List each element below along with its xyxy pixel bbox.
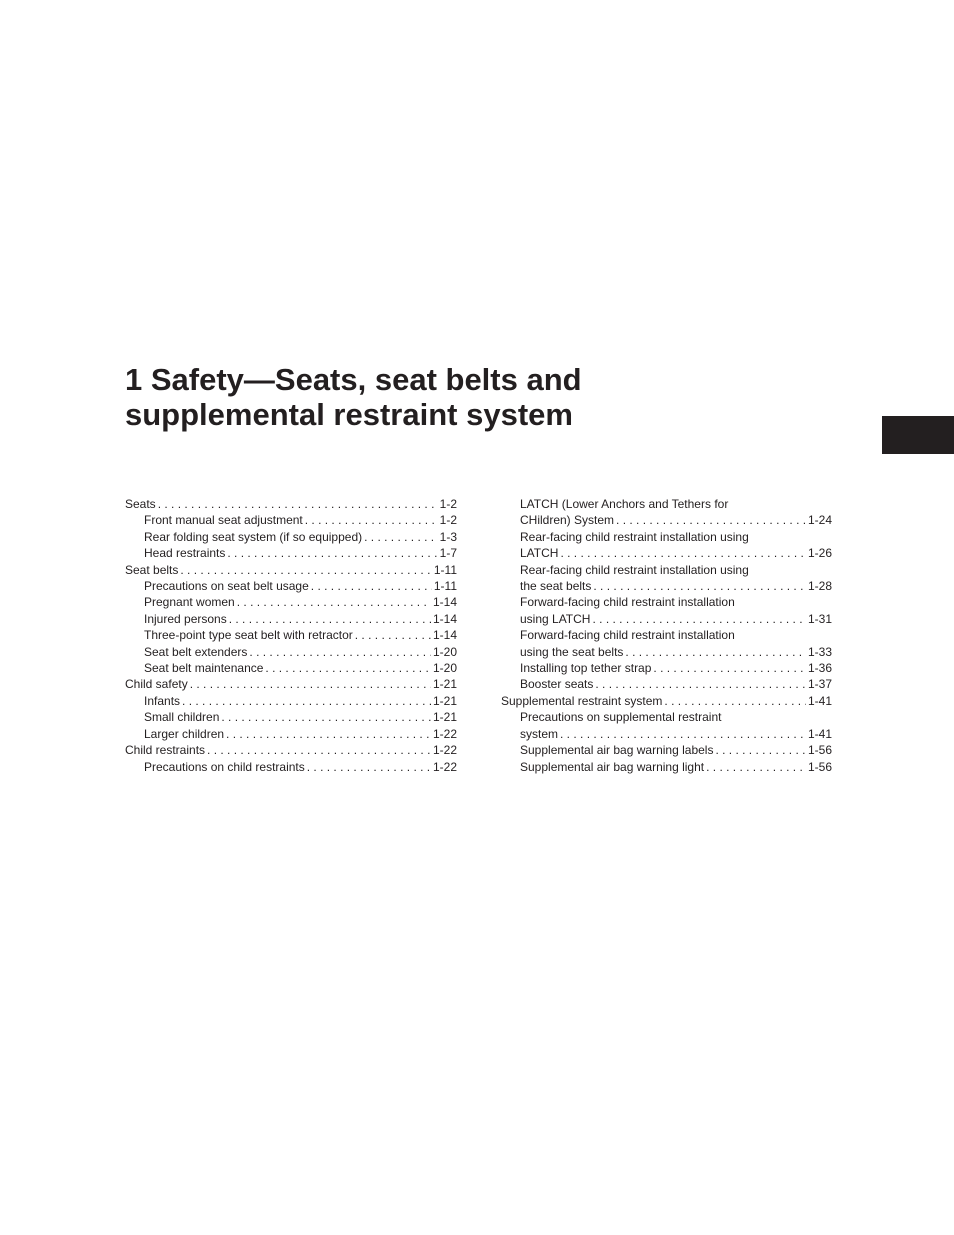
toc-entry-page-number: 1-28 (807, 579, 832, 594)
toc-entry-page-number: 1-36 (807, 661, 832, 676)
toc-entry-row[interactable] (501, 726, 832, 742)
chapter-title-line-1: 1 Safety—Seats, seat belts and (125, 362, 582, 397)
toc-entry-first-line: Forward-facing child restraint installation (520, 595, 735, 610)
toc-entry-row[interactable] (125, 578, 457, 594)
toc-entry-page-number: 1-2 (439, 513, 457, 528)
toc-entry-row[interactable] (125, 726, 457, 742)
dot-leader (653, 660, 806, 676)
chapter-title-line-2: supplemental restraint system (125, 397, 573, 432)
toc-entry-row[interactable] (125, 512, 457, 528)
toc-entry-head-restraints[interactable] (125, 545, 457, 561)
toc-right-column (501, 496, 832, 775)
toc-entry-label: Pregnant women (144, 595, 235, 610)
toc-entry-page-number: 1-21 (432, 677, 457, 692)
dot-leader (190, 676, 431, 692)
dot-leader (182, 693, 431, 709)
toc-entry-page-number: 1-14 (432, 595, 457, 610)
toc-entry-row[interactable] (501, 759, 832, 775)
dot-leader (593, 578, 806, 594)
dot-leader (227, 545, 437, 561)
dot-leader (237, 594, 431, 610)
dot-leader (592, 611, 805, 627)
dot-leader (221, 709, 431, 725)
toc-entry-row[interactable] (501, 676, 832, 692)
toc-entry-precautions-on-child-restraints[interactable] (125, 759, 457, 775)
toc-entry-label: Booster seats (520, 677, 594, 692)
toc-entry-page-number: 1-22 (432, 726, 457, 741)
toc-entry-first-line: LATCH (Lower Anchors and Tethers for (520, 497, 729, 511)
toc-entry-child-restraints[interactable] (125, 742, 457, 758)
toc-entry-page-number: 1-22 (432, 743, 457, 758)
toc-entry-page-number: 1-37 (807, 677, 832, 692)
toc-entry-label: Precautions on seat belt usage (144, 579, 309, 594)
dot-leader (560, 545, 806, 561)
toc-entry-supplemental-air-bag-warning-light[interactable] (501, 759, 832, 775)
toc-entry-label: LATCH (520, 546, 559, 561)
toc-entry-row[interactable] (125, 644, 457, 660)
dot-leader (249, 644, 431, 660)
toc-entry-row[interactable] (125, 660, 457, 676)
toc-entry-row[interactable] (125, 742, 457, 758)
toc-entry-page-number: 1-33 (807, 644, 832, 659)
toc-entry-row[interactable] (125, 759, 457, 775)
toc-entry-page-number: 1-41 (807, 726, 832, 741)
toc-entry-child-safety[interactable] (125, 676, 457, 692)
toc-entry-seat-belt-extenders[interactable] (125, 644, 457, 660)
dot-leader (664, 693, 806, 709)
dot-leader (229, 611, 431, 627)
dot-leader (595, 676, 806, 692)
toc-entry-children-system[interactable] (501, 496, 832, 529)
toc-entry-three-point-type-seat-belt-with-retractor[interactable] (125, 627, 457, 643)
toc-entry-page-number: 1-41 (807, 693, 832, 708)
toc-entry-row[interactable] (125, 529, 457, 545)
toc-entry-using-the-seat-belts[interactable] (501, 627, 832, 660)
toc-entry-page-number: 1-14 (432, 611, 457, 626)
toc-entry-installing-top-tether-strap[interactable] (501, 660, 832, 676)
dot-leader (616, 512, 806, 528)
toc-entry-label: using the seat belts (520, 644, 624, 659)
toc-entry-page-number: 1-7 (439, 546, 457, 561)
toc-entry-label: Seat belt maintenance (144, 661, 264, 676)
toc-entry-larger-children[interactable] (125, 726, 457, 742)
toc-entry-row[interactable] (501, 644, 832, 660)
toc-entry-label: Infants (144, 693, 181, 708)
toc-entry-row[interactable] (501, 660, 832, 676)
toc-entry-page-number: 1-56 (807, 759, 832, 774)
toc-entry-label: system (520, 726, 559, 741)
toc-entry-page-number: 1-21 (432, 693, 457, 708)
toc-entry-page-number: 1-24 (807, 513, 832, 528)
toc-entry-row[interactable] (125, 676, 457, 692)
toc-entry-page-number: 1-56 (807, 743, 832, 758)
dot-leader (706, 759, 806, 775)
toc-entry-the-seat-belts[interactable] (501, 562, 832, 595)
chapter-thumb-tab (882, 416, 954, 454)
toc-entry-row[interactable] (125, 562, 457, 578)
dot-leader (226, 726, 431, 742)
dot-leader (265, 660, 431, 676)
toc-entry-row[interactable] (501, 545, 832, 561)
toc-entry-row[interactable] (501, 611, 832, 627)
toc-entry-supplemental-air-bag-warning-labels[interactable] (501, 742, 832, 758)
toc-entry-infants[interactable] (125, 693, 457, 709)
toc-entry-page-number: 1-22 (432, 759, 457, 774)
toc-entry-first-line: Precautions on supplemental restraint (520, 710, 722, 725)
toc-entry-page-number: 1-11 (433, 562, 457, 577)
toc-entry-label: Child restraints (125, 743, 206, 758)
toc-entry-system[interactable] (501, 709, 832, 742)
toc-entry-page-number: 1-20 (432, 644, 457, 659)
toc-entry-label: Rear folding seat system (if so equipped) (144, 529, 363, 544)
toc-entry-first-line: Rear-facing child restraint installation using (520, 562, 749, 577)
toc-entry-page-number: 1-14 (432, 628, 457, 643)
toc-entry-label: Supplemental restraint system (501, 693, 663, 708)
dot-leader (307, 759, 431, 775)
toc-entry-injured-persons[interactable] (125, 611, 457, 627)
toc-entry-label: Installing top tether strap (520, 661, 652, 676)
toc-entry-row[interactable] (125, 693, 457, 709)
toc-entry-label: Seat belts (125, 562, 179, 577)
toc-entry-label: Supplemental air bag warning labels (520, 743, 714, 758)
dot-leader (305, 512, 438, 528)
toc-entry-page-number: 1-3 (439, 529, 457, 544)
toc-entry-row[interactable] (125, 545, 457, 561)
dot-leader (158, 496, 438, 512)
toc-entry-row[interactable] (125, 594, 457, 610)
toc-entry-precautions-on-seat-belt-usage[interactable] (125, 578, 457, 594)
toc-entry-seat-belt-maintenance[interactable] (125, 660, 457, 676)
dot-leader (355, 627, 431, 643)
toc-entry-label: Larger children (144, 726, 225, 741)
dot-leader (625, 644, 806, 660)
toc-entry-pregnant-women[interactable] (125, 594, 457, 610)
dot-leader (311, 578, 432, 594)
toc-entry-label: Supplemental air bag warning light (520, 759, 705, 774)
toc-entry-latch[interactable] (501, 529, 832, 562)
toc-entry-first-line: Forward-facing child restraint installation (520, 628, 735, 643)
toc-entry-row[interactable] (125, 627, 457, 643)
toc-entry-label: Child safety (125, 677, 188, 692)
toc-entry-row[interactable] (501, 693, 832, 709)
toc-entry-page-number: 1-11 (433, 579, 457, 594)
toc-entry-label: CHildren) System (520, 513, 615, 528)
toc-entry-label: Injured persons (144, 611, 227, 626)
dot-leader (180, 562, 431, 578)
toc-entry-row[interactable] (501, 578, 832, 594)
dot-leader (207, 742, 431, 758)
toc-entry-front-manual-seat-adjustment[interactable] (125, 512, 457, 528)
toc-entry-row[interactable] (125, 709, 457, 725)
dot-leader (364, 529, 438, 545)
dot-leader (560, 726, 806, 742)
toc-entry-page-number: 1-31 (807, 611, 832, 626)
toc-entry-label: Seats (125, 497, 156, 511)
toc-entry-page-number: 1-20 (432, 661, 457, 676)
toc-entry-label: Three-point type seat belt with retractor (144, 628, 353, 643)
toc-entry-rear-folding-seat-system-if-so-equipped[interactable] (125, 529, 457, 545)
toc-entry-row[interactable] (125, 496, 457, 512)
toc-entry-seat-belts[interactable] (125, 562, 457, 578)
toc-entry-seats[interactable] (125, 496, 457, 512)
chapter-title (125, 362, 825, 432)
toc-entry-page-number: 1-21 (432, 710, 457, 725)
toc-entry-using-latch[interactable] (501, 594, 832, 627)
toc-entry-booster-seats[interactable] (501, 676, 832, 692)
toc-entry-label: Head restraints (144, 546, 226, 561)
toc-entry-first-line: Rear-facing child restraint installation using (520, 529, 749, 544)
toc-entry-small-children[interactable] (125, 709, 457, 725)
toc-entry-label: Front manual seat adjustment (144, 513, 303, 528)
toc-entry-page-number: 1-2 (439, 497, 457, 511)
toc-entry-supplemental-restraint-system[interactable] (501, 693, 832, 709)
toc-entry-label: using LATCH (520, 611, 591, 626)
toc-entry-label: Precautions on child restraints (144, 759, 305, 774)
toc-entry-label: the seat belts (520, 579, 592, 594)
toc-entry-page-number: 1-26 (807, 546, 832, 561)
toc-entry-label: Seat belt extenders (144, 644, 248, 659)
toc-entry-label: Small children (144, 710, 220, 725)
toc-entry-row[interactable] (501, 512, 832, 528)
toc-entry-row[interactable] (501, 742, 832, 758)
toc-left-column (125, 496, 457, 775)
toc-entry-row[interactable] (125, 611, 457, 627)
dot-leader (715, 742, 806, 758)
